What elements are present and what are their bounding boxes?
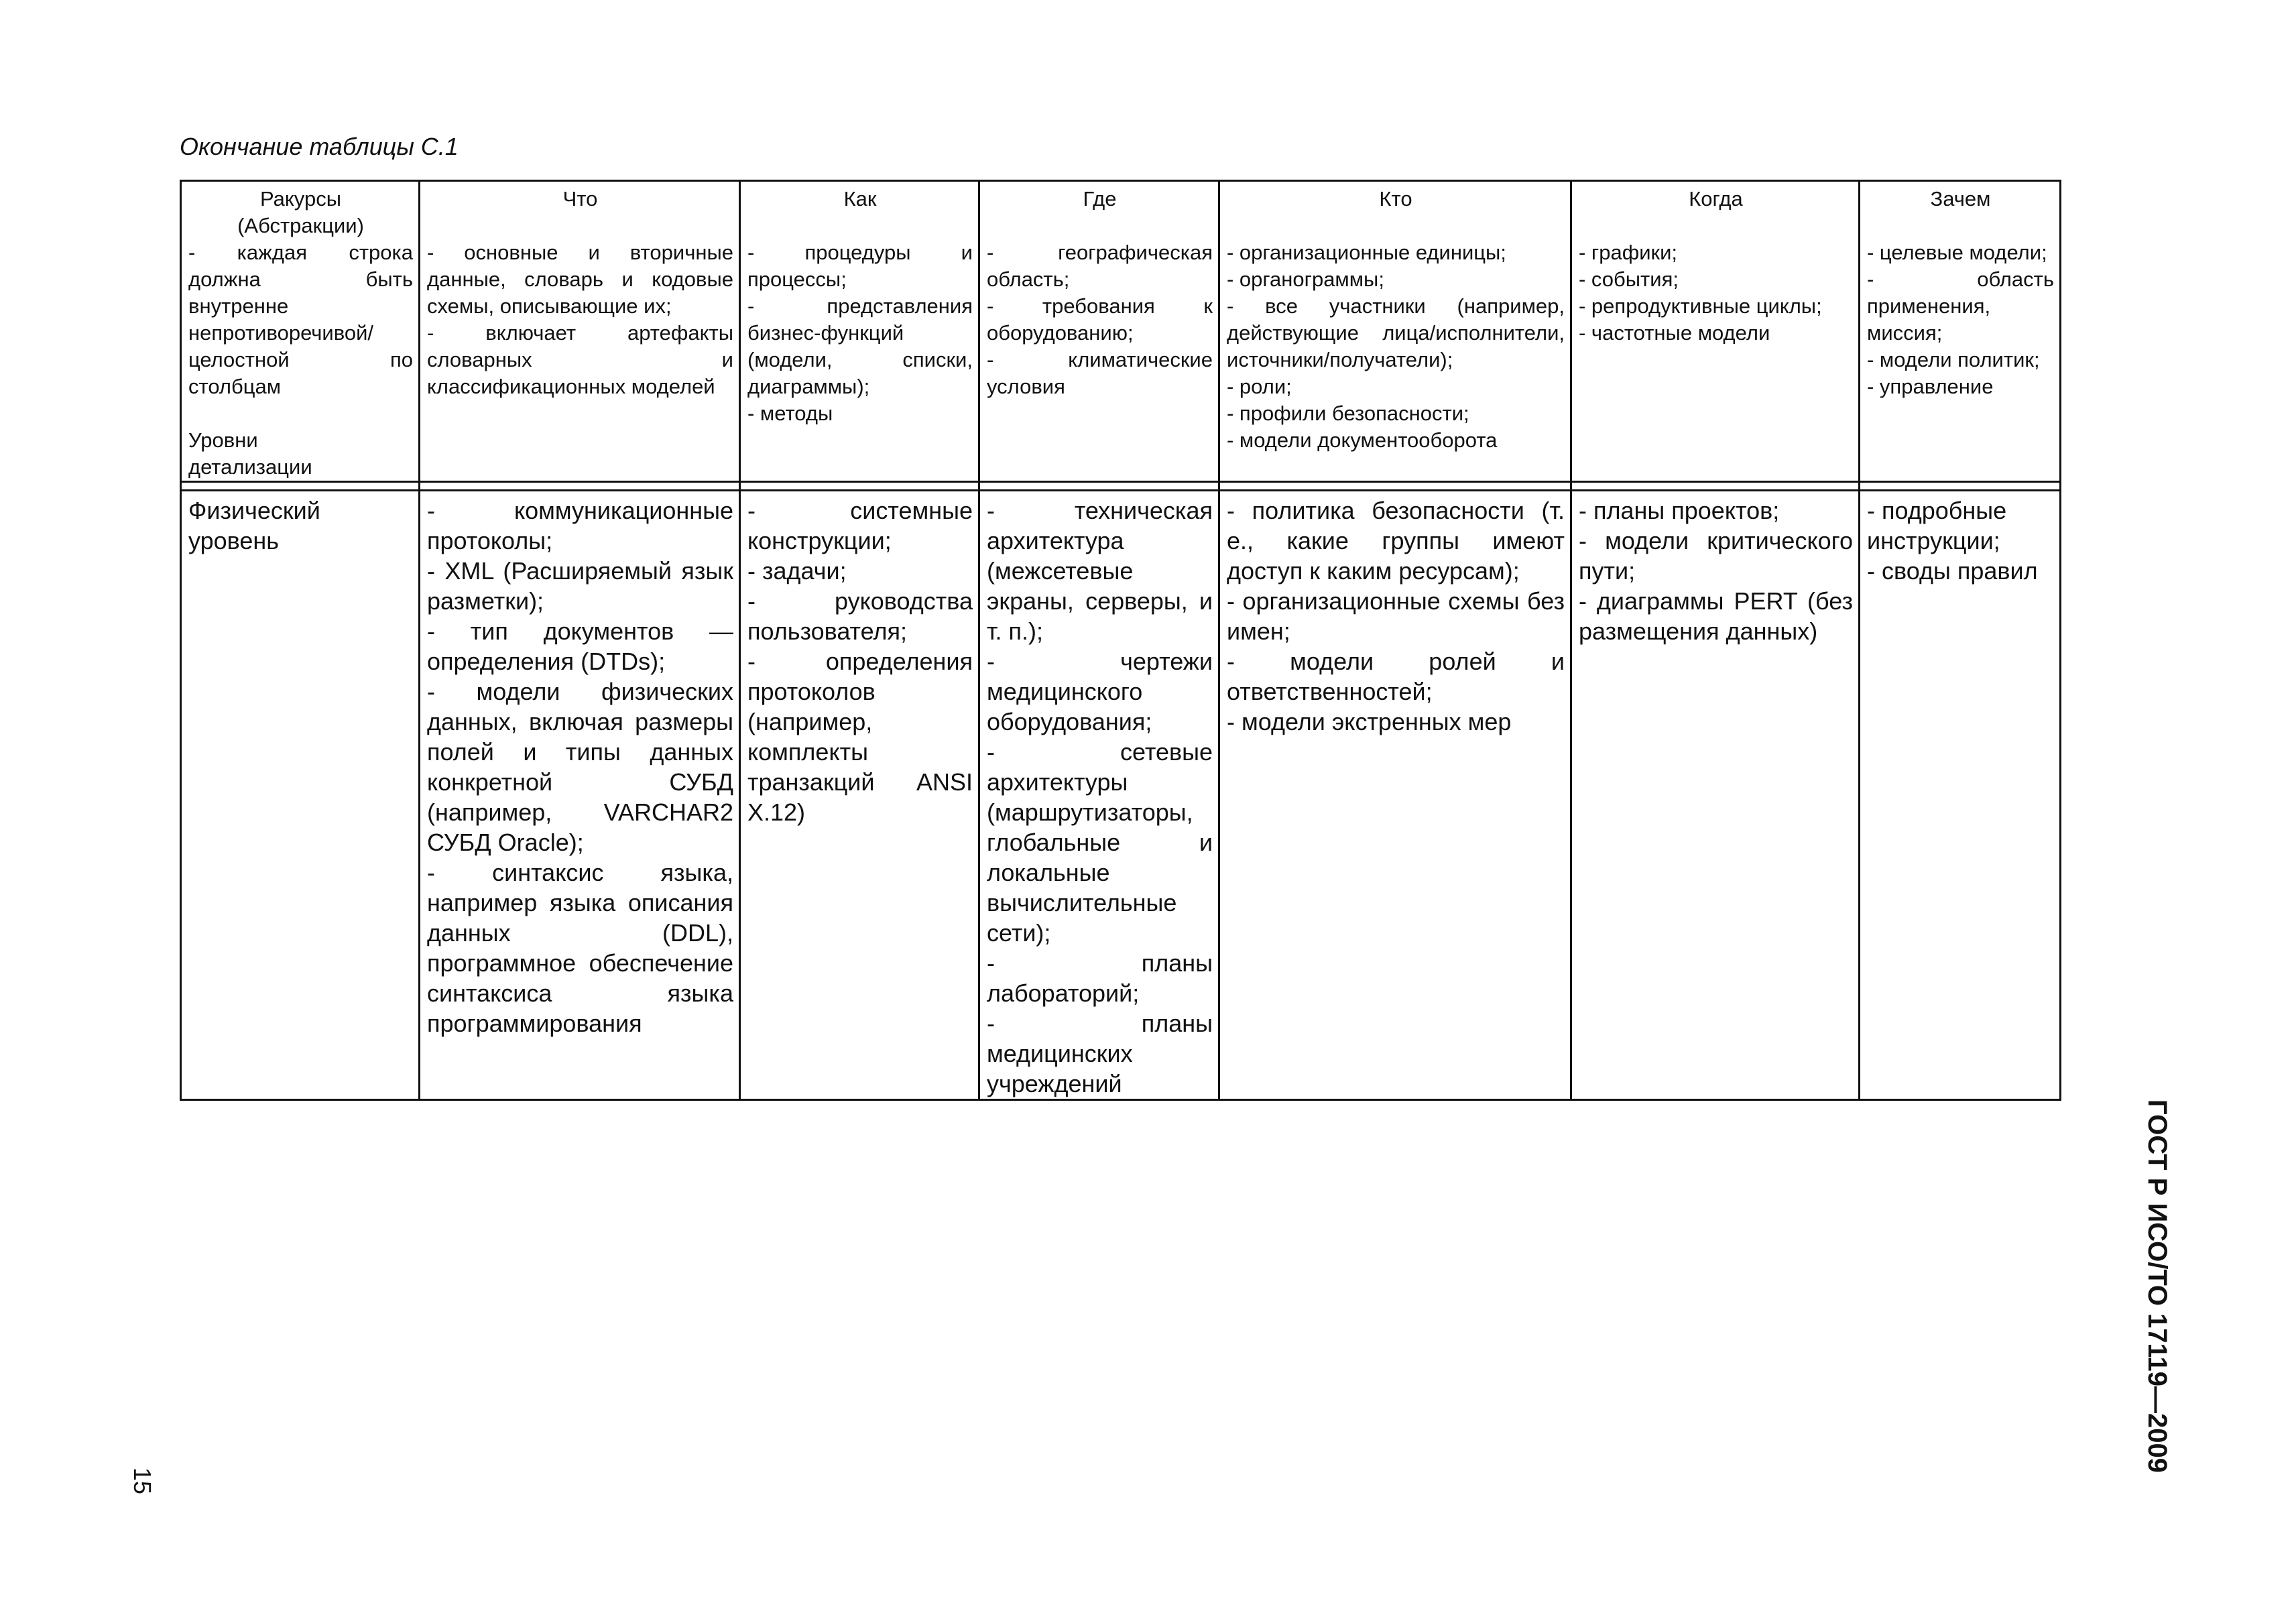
header-row [181,181,2061,482]
header-title-perspectives: Ракурсы (Абстракции) [237,187,364,237]
double-rule [1571,482,1860,491]
header-cell-who [1219,181,1571,482]
header-title-who: Кто [1379,187,1412,211]
standard-designation-text: ГОСТ Р ИСО/ТО 17119—2009 [2142,1099,2172,1474]
cell-why [1860,491,2061,1100]
standard-designation [2130,1099,2171,1515]
header-cell-where [979,181,1219,482]
double-rule [1219,482,1571,491]
cell-what [420,491,740,1100]
double-rule-row [181,482,2061,491]
header-text-who: - организационные единицы; - органограммы; - все участники (например, действующие лица/исполнители, источники/получатели); - роли; - профили безопасности; - модели документооборота [1227,241,1565,452]
header-text-why: - целевые модели; - область применения, миссия; - модели политик; - управление [1867,241,2054,398]
header-text-when: - графики; - события; - репродуктивные циклы; - частотные модели [1579,241,1822,345]
header-cell-why [1860,181,2061,482]
header-cell-what [420,181,740,482]
header-title-what: Что [562,187,598,211]
where-text: - техническая архитектура (межсетевые экраны, серверы, и т. п.); - чертежи медицинского оборудования; - сетевые архитектуры (маршрутизаторы, глобальные и локальные вычислительные сети); - планы лабораторий; - планы медицинских учреждений [987,497,1213,1097]
zachman-table [180,180,2061,1101]
header-title-how: Как [843,187,877,211]
header-text-perspectives: - каждая строка должна быть внутренне непротиворечивой/целостной по столбцам Уровни детализации [188,241,413,479]
how-text: - системные конструкции; - задачи; - руководства пользователя; - определения протоколов (например, комплекты транзакций ANSI X.12) [747,497,973,826]
page-number-text: 15 [129,1467,156,1495]
when-text: - планы проектов; - модели критического пути; - диаграммы PERT (без размещения данных) [1579,497,1853,645]
double-rule [979,482,1219,491]
who-text: - политика безопасности (т. е., какие группы имеют доступ к каким ресурсам); - организационные схемы без имен; - модели ролей и ответственностей; - модели экстренных мер [1227,497,1565,735]
double-rule [740,482,979,491]
double-rule [420,482,740,491]
double-rule [181,482,420,491]
page-number [129,1467,156,1507]
cell-who [1219,491,1571,1100]
double-rule [1860,482,2061,491]
header-title-why: Зачем [1930,187,1991,211]
cell-when [1571,491,1860,1100]
level-label: Физический уровень [188,497,320,554]
header-title-where: Где [1083,187,1117,211]
header-cell-perspectives [181,181,420,482]
cell-where [979,491,1219,1100]
header-cell-how [740,181,979,482]
cell-how [740,491,979,1100]
physical-level-row [181,491,2061,1100]
header-title-when: Когда [1689,187,1743,211]
table-caption: Окончание таблицы С.1 [180,133,459,160]
why-text: - подробные инструкции; - своды правил [1867,497,2038,585]
header-text-where: - географическая область; - требования к оборудованию; - климатические условия [987,241,1213,398]
header-text-how: - процедуры и процессы; - представления бизнес-функций (модели, списки, диаграммы); - методы [747,241,973,425]
cell-level [181,491,420,1100]
header-text-what: - основные и вторичные данные, словарь и кодовые схемы, описывающие их; - включает артефакты словарных и классификационных моделей [427,241,733,398]
header-cell-when [1571,181,1860,482]
what-text: - коммуникационные протоколы; - XML (Расширяемый язык разметки); - тип документов — определения (DTDs); - модели физических данных, включая размеры полей и типы данных конкретной СУБД (например, VARCHAR2 СУБД Oracle); - синтаксис языка, например языка описания данных (DDL), программное обеспечение синтаксиса языка программирования [427,497,733,1037]
